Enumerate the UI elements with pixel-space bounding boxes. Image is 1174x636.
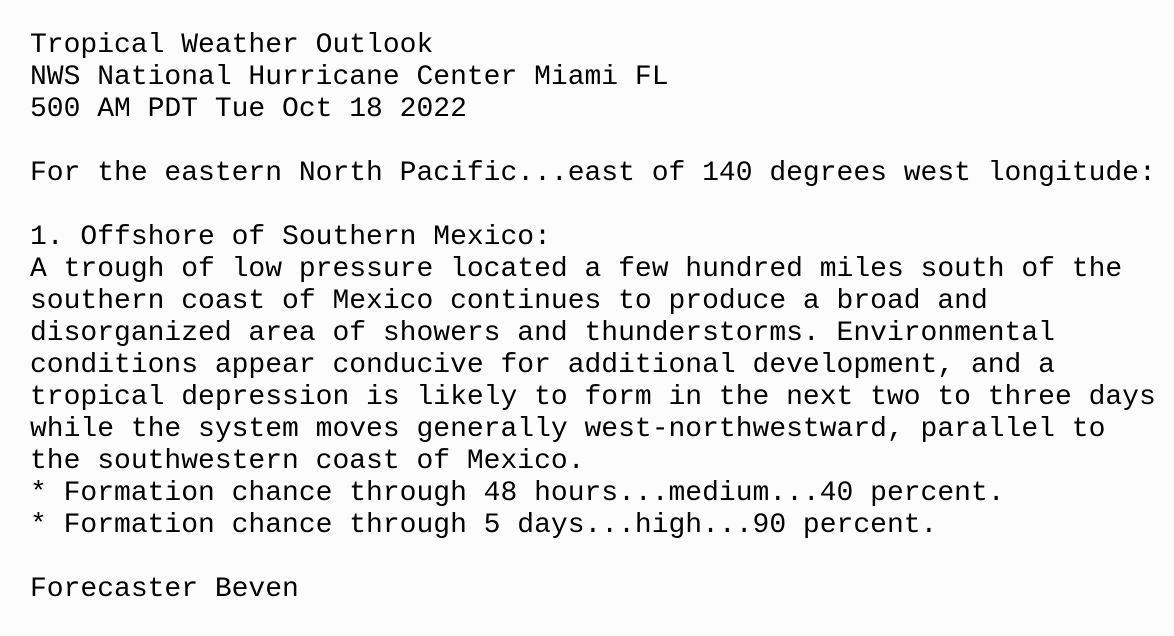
section-body-line: A trough of low pressure located a few hundred miles south of the <box>30 254 1123 285</box>
product-title: Tropical Weather Outlook <box>30 30 434 61</box>
region-scope-line: For the eastern North Pacific...east of 140 degrees west longitude: <box>30 158 1156 189</box>
section-body-line: while the system moves generally west-northwestward, parallel to <box>30 414 1106 445</box>
section-body-line: southern coast of Mexico continues to produce a broad and <box>30 286 988 317</box>
forecaster-signature: Forecaster Beven <box>30 574 299 605</box>
section-body-line: tropical depression is likely to form in the next two to three days <box>30 382 1156 413</box>
section-body-line: disorganized area of showers and thunderstorms. Environmental <box>30 318 1055 349</box>
formation-chance-5day-line: * Formation chance through 5 days...high...90 percent. <box>30 510 938 541</box>
issue-timestamp: 500 AM PDT Tue Oct 18 2022 <box>30 94 467 125</box>
issuing-office: NWS National Hurricane Center Miami FL <box>30 62 669 93</box>
section-body-line: the southwestern coast of Mexico. <box>30 446 585 477</box>
formation-chance-48hr-line: * Formation chance through 48 hours...medium...40 percent. <box>30 478 1005 509</box>
section-heading: 1. Offshore of Southern Mexico: <box>30 222 551 253</box>
section-body-line: conditions appear conducive for additional development, and a <box>30 350 1055 381</box>
blank-line <box>30 190 1158 222</box>
blank-line <box>30 126 1158 158</box>
blank-line <box>30 542 1158 574</box>
